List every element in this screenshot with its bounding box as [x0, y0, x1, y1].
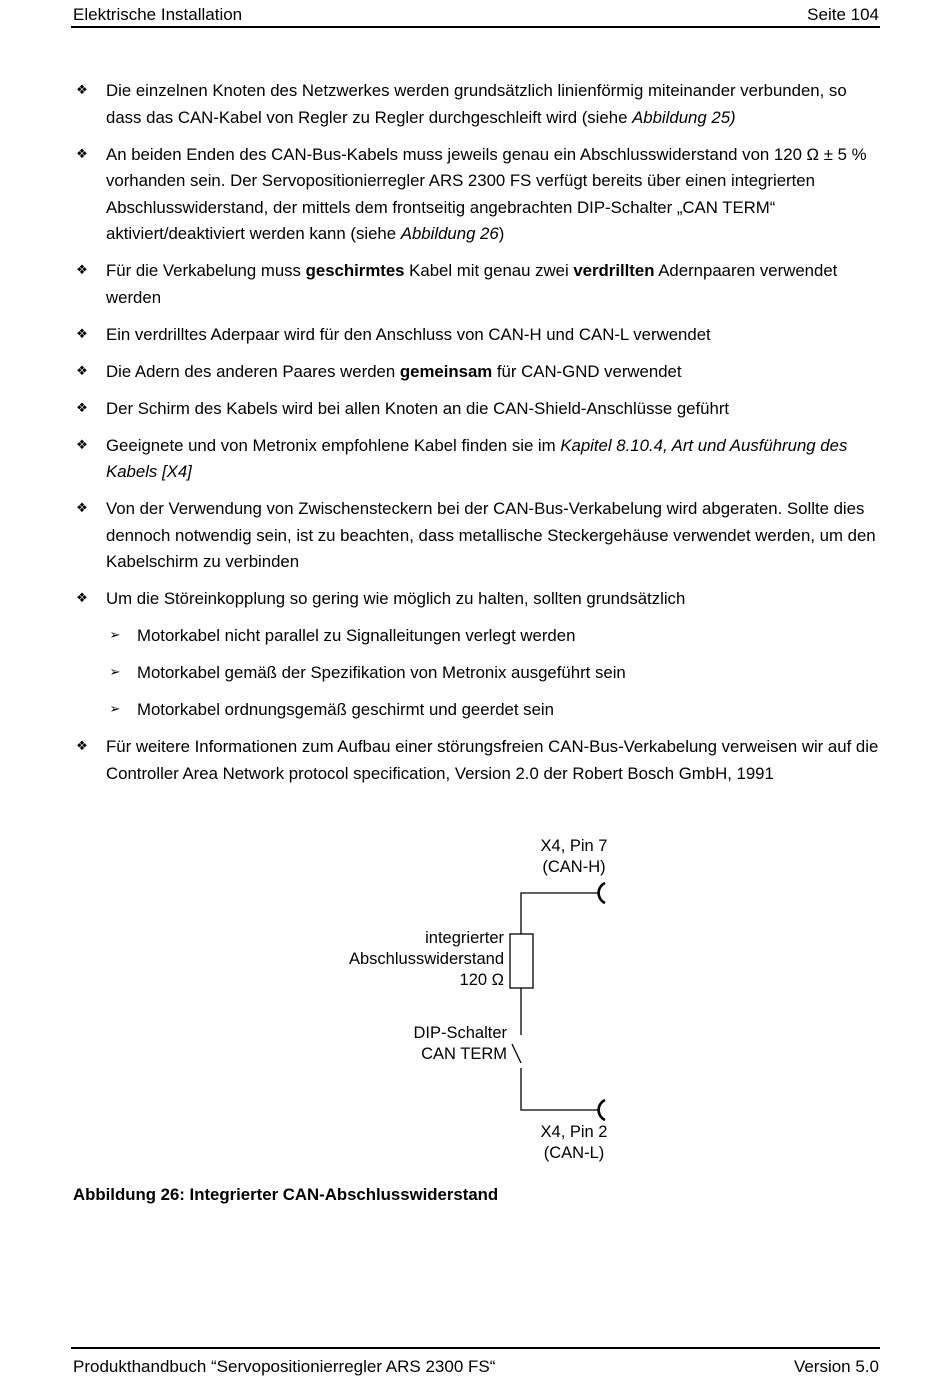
list-item: ❖ An beiden Enden des CAN-Bus-Kabels muss jeweils genau ein Abschlusswiderstand von 120 Ω ± 5 % vorhanden sein. Der Servopositionierregler ARS 2300 FS verfügt bereits über einen integrierten Abschlusswiderstand, der mittels dem frontseitig angebrachten DIP-Schalter „CAN TERM“ aktiviert/deaktiviert werden kann (siehe Abbildung 26) — [73, 142, 879, 248]
bullet-list — [73, 78, 879, 798]
footer-version: Version 5.0 — [793, 1357, 879, 1376]
header-page-number: Seite 104 — [807, 5, 879, 24]
arrow-bullet-icon: ➢ — [109, 665, 121, 680]
list-item: ❖ Die Adern des anderen Paares werden gemeinsam für CAN-GND verwendet — [73, 359, 879, 386]
list-item: ❖ Um die Störeinkopplung so gering wie möglich zu halten, sollten grundsätzlich — [73, 586, 879, 613]
switch-icon — [512, 1044, 521, 1063]
page-footer — [73, 1356, 879, 1378]
page-header — [73, 4, 879, 26]
list-item: ❖ Für die Verkabelung muss geschirmtes Kabel mit genau zwei verdrillten Adernpaaren verwendet werden — [73, 258, 879, 311]
pin7-label: X4, Pin 7 (CAN-H) — [540, 837, 608, 876]
sub-list-item: ➢ Motorkabel nicht parallel zu Signalleitungen verlegt werden — [73, 623, 879, 650]
dip-switch-label: DIP-Schalter CAN TERM — [413, 1024, 507, 1063]
header-section-title: Elektrische Installation — [73, 5, 243, 24]
list-item: ❖ Ein verdrilltes Aderpaar wird für den Anschluss von CAN-H und CAN-L verwendet — [73, 322, 879, 349]
bullet-icon: ❖ — [76, 400, 88, 416]
bullet-icon: ❖ — [76, 83, 88, 98]
figure-caption: Abbildung 26: Integrierter CAN-Abschlusswiderstand — [73, 1185, 499, 1204]
pin2-label: X4, Pin 2 (CAN-L) — [540, 1123, 608, 1162]
footer-document-title: Produkthandbuch “Servopositionierregler ARS 2300 FS“ — [73, 1357, 496, 1376]
list-item: ❖ Für weitere Informationen zum Aufbau einer störungsfreien CAN-Bus-Verkabelung verweisen wir auf die Controller Area Network protocol specification, Version 2.0 der Robert Bosch GmbH, 1991 — [73, 734, 879, 787]
sub-list-item: ➢ Motorkabel gemäß der Spezifikation von Metronix ausgeführt sein — [73, 660, 879, 687]
bullet-icon: ❖ — [76, 501, 88, 516]
sub-list-item: ➢ Motorkabel ordnungsgemäß geschirmt und geerdet sein — [73, 697, 879, 724]
can-l-wire — [521, 1068, 598, 1110]
bullet-icon: ❖ — [76, 326, 88, 342]
resistor-icon — [510, 934, 533, 988]
bullet-icon: ❖ — [76, 739, 88, 754]
can-h-wire — [521, 893, 598, 934]
circuit-drawing — [300, 830, 660, 1170]
bullet-icon: ❖ — [76, 263, 88, 278]
can-l-connector-icon — [599, 1100, 605, 1120]
list-item: ❖ Der Schirm des Kabels wird bei allen Knoten an die CAN-Shield-Anschlüsse geführt — [73, 396, 879, 423]
list-item: ❖ Die einzelnen Knoten des Netzwerkes werden grundsätzlich linienförmig miteinander verbunden, so dass das CAN-Kabel von Regler zu Regler durchgeschleift wird (siehe Abbildung 25) — [73, 78, 879, 131]
footer-rule — [71, 1347, 880, 1349]
bullet-icon: ❖ — [76, 591, 88, 606]
can-h-connector-icon — [599, 883, 605, 903]
header-rule — [71, 26, 880, 28]
chapter-reference: Kapitel 8.10.4, Art und Ausführung des Kabels [X4] — [106, 435, 848, 481]
arrow-bullet-icon: ➢ — [109, 628, 121, 643]
list-item: ❖ Geeignete und von Metronix empfohlene Kabel finden sie im Kapitel 8.10.4, Art und Ausführung des Kabels [X4] — [73, 433, 879, 486]
list-item: ❖ Von der Verwendung von Zwischensteckern bei der CAN-Bus-Verkabelung wird abgeraten. Sollte dies dennoch notwendig sein, ist zu beachten, dass metallische Steckergehäuse verwendet werden, um den Kabelschirm zu verbinden — [73, 496, 879, 576]
termination-diagram — [300, 830, 660, 1170]
bullet-icon: ❖ — [76, 363, 88, 379]
bullet-icon: ❖ — [76, 146, 88, 162]
resistor-label: integrierter Abschlusswiderstand 120 Ω — [349, 929, 504, 989]
bullet-icon: ❖ — [76, 437, 88, 453]
arrow-bullet-icon: ➢ — [109, 702, 121, 717]
